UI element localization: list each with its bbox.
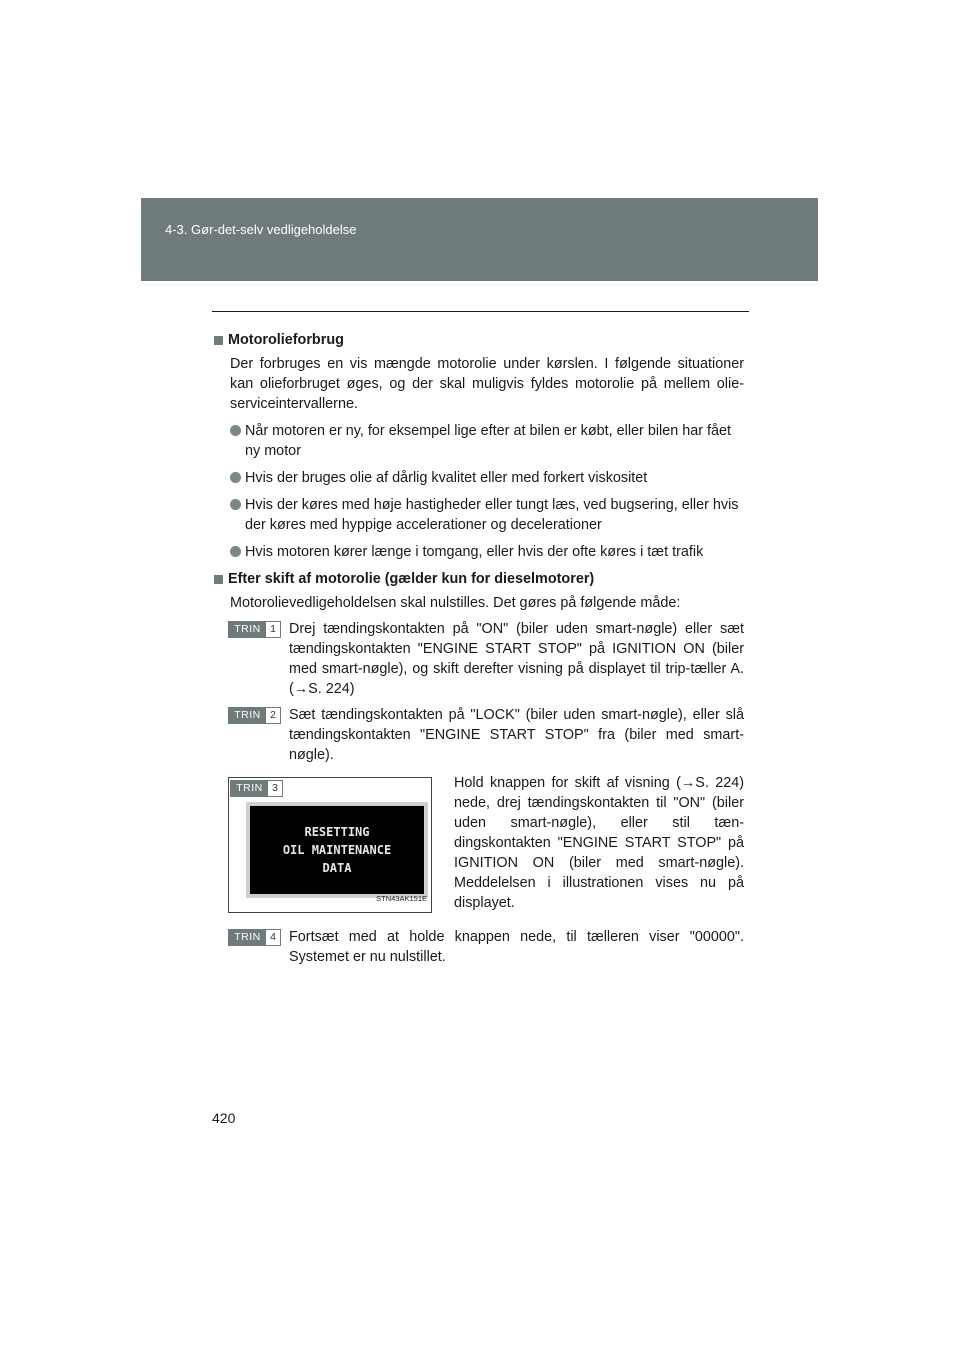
section-heading <box>214 330 744 350</box>
bullet-icon <box>230 546 241 557</box>
illustration-code: STN43AK151E <box>376 894 427 903</box>
step-4 <box>228 927 744 967</box>
display-line: RESETTING <box>304 825 370 839</box>
step-badge: TRIN 4 <box>228 929 281 946</box>
square-bullet-icon <box>214 575 223 584</box>
step-text: Fortsæt med at holde knappen nede, til tælleren viser "00000". Systemet er nu nulstillet. <box>289 929 744 965</box>
page-content <box>214 330 744 967</box>
step-text: Drej tændingskontakten på "ON" (biler uden smart-nøgle) eller sæt tændingskontakten "ENGINE START STOP" på IGNITION ON (biler med smart-nøgle), og skift derefter visning på displayet til trip-tæller A. (→S. 224) <box>289 621 744 697</box>
bullet-icon <box>230 425 241 436</box>
list-item: Når motoren er ny, for eksempel lige efter at bilen er købt, eller bilen har fået ny motor <box>230 421 744 461</box>
list-item: Hvis motoren kører længe i tomgang, eller hvis der ofte køres i tæt trafik <box>230 542 744 562</box>
display-line: DATA <box>322 861 352 875</box>
list-item: Hvis der bruges olie af dårlig kvalitet eller med forkert viskositet <box>230 468 744 488</box>
section-heading <box>214 569 744 589</box>
chapter-title: 4-3. Gør-det-selv vedligeholdelse <box>165 222 357 237</box>
display-line: OIL MAINTENANCE <box>282 843 392 857</box>
multi-info-display <box>246 802 428 898</box>
step-badge: TRIN 2 <box>228 707 281 724</box>
step-1 <box>228 619 744 699</box>
section-intro: Motorolievedligeholdelsen skal nulstilles. Det gøres på følgende måde: <box>230 595 681 611</box>
page-number: 420 <box>212 1110 236 1126</box>
step-3 <box>228 777 744 913</box>
square-bullet-icon <box>214 336 223 345</box>
divider <box>212 311 749 312</box>
section-intro: Der forbruges en vis mængde motorolie under kørslen. I følgende situationer kan olieforbruget øges, og der skal muligvis fyldes motorolie på mellem olie-serviceintervallerne. <box>230 356 744 412</box>
step-badge: TRIN 3 <box>230 780 283 797</box>
step-badge: TRIN 1 <box>228 621 281 638</box>
bullet-icon <box>230 472 241 483</box>
chapter-header-band <box>141 198 818 281</box>
list-item: Hvis der køres med høje hastigheder eller tungt læs, ved bugsering, eller hvis der køres med hyppige accelerationer og decelerationer <box>230 495 744 535</box>
step-text: Sæt tændingskontakten på "LOCK" (biler uden smart-nøgle), eller slå tændingskontakten "ENGINE START STOP" fra (biler med smart-nøgle). <box>289 707 744 763</box>
section-title: Motorolieforbrug <box>228 332 344 348</box>
section-title: Efter skift af motorolie (gælder kun for dieselmotorer) <box>228 571 595 587</box>
step-text: Hold knappen for skift af visning (→S. 224) nede, drej tændingskontakten til "ON" (biler uden smart-nøgle), eller stil tæn-dingskontakten "ENGINE START STOP" på IGNITION ON (biler med smart-nøgle). Meddelelsen i illustrationen vises nu på displayet. <box>454 775 744 911</box>
step-2 <box>228 705 744 765</box>
display-illustration <box>228 777 432 913</box>
bullet-icon <box>230 499 241 510</box>
